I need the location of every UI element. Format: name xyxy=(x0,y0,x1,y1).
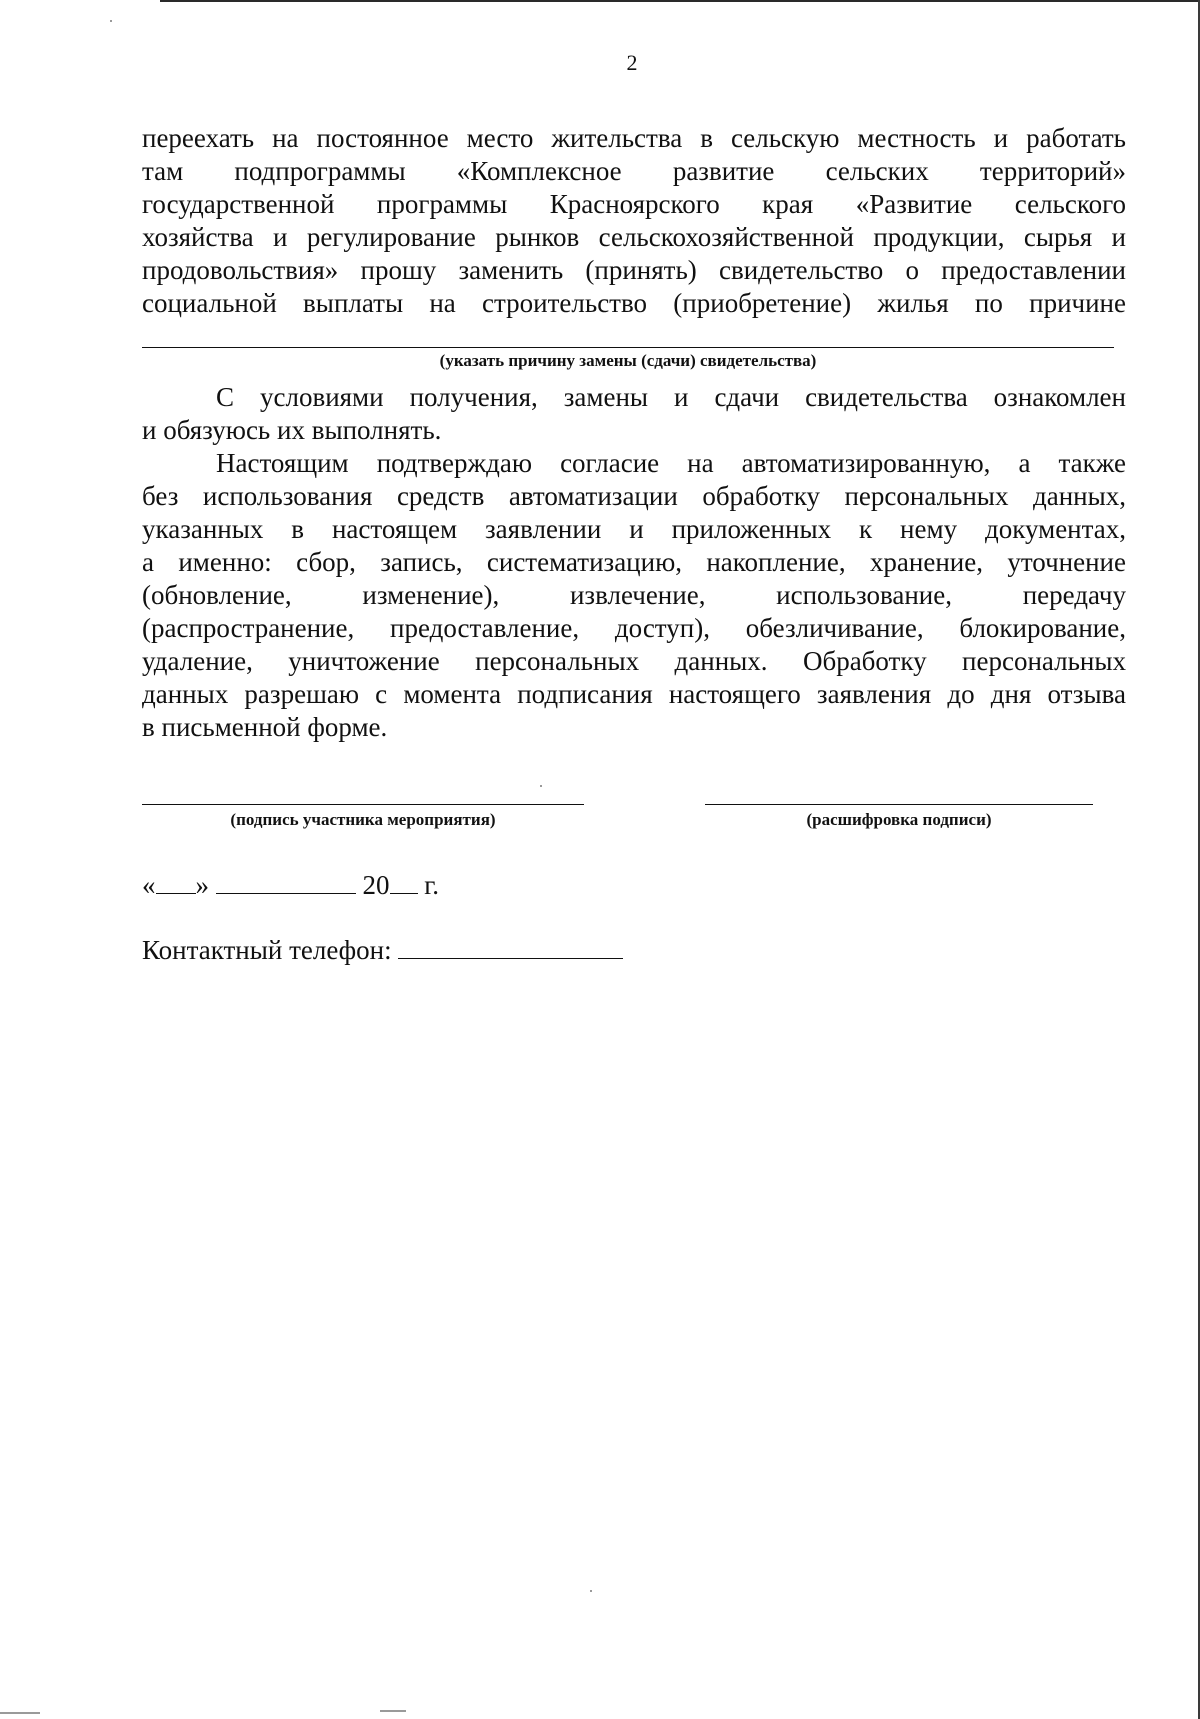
text-line: государственной программы Красноярского края «Развитие сельского xyxy=(142,189,1126,219)
date-year-prefix: 20 xyxy=(362,870,390,900)
contact-phone-label: Контактный телефон: xyxy=(142,935,392,965)
paragraph-conditions xyxy=(142,381,1126,447)
paragraph-application-text xyxy=(142,122,1126,320)
reason-fill-line[interactable] xyxy=(142,347,1114,348)
text-line: С условиями получения, замены и сдачи свидетельства ознакомлен xyxy=(216,382,1126,412)
text-line: удаление, уничтожение персональных данных. Обработку персональных xyxy=(142,646,1126,676)
date-month-blank[interactable] xyxy=(216,871,356,894)
date-close-quote: » xyxy=(195,870,209,900)
signature-decoding-caption: (расшифровка подписи) xyxy=(806,810,992,829)
scan-speck xyxy=(590,1590,592,1592)
text-line: указанных в настоящем заявлении и приложенных к нему документах, xyxy=(142,514,1126,544)
text-line: переехать на постоянное место жительства в сельскую местность и работать xyxy=(142,123,1126,153)
scan-speck xyxy=(110,20,112,22)
paragraph-personal-data-consent xyxy=(142,447,1126,744)
page-number: 2 xyxy=(626,50,638,75)
text-line: без использования средств автоматизации обработку персональных данных, xyxy=(142,481,1126,511)
reason-caption: (указать причину замены (сдачи) свидетельства) xyxy=(439,351,817,370)
text-line: продовольствия» прошу заменить (принять) свидетельство о предоставлении xyxy=(142,255,1126,285)
text-line: социальной выплаты на строительство (приобретение) жилья по причине xyxy=(142,288,1126,318)
scan-speck xyxy=(540,785,542,787)
scan-edge-top xyxy=(160,0,1200,2)
scan-speck xyxy=(0,1712,40,1714)
date-day-blank[interactable] xyxy=(156,871,196,894)
date-year-suffix: г. xyxy=(424,870,440,900)
date-field xyxy=(142,870,439,901)
date-open-quote: « xyxy=(142,870,156,900)
text-line: в письменной форме. xyxy=(142,712,388,742)
text-line: данных разрешаю с момента подписания настоящего заявления до дня отзыва xyxy=(142,679,1126,709)
contact-phone-blank[interactable] xyxy=(398,936,623,959)
text-line: и обязуюсь их выполнять. xyxy=(142,415,442,445)
text-line: хозяйства и регулирование рынков сельскохозяйственной продукции, сырья и xyxy=(142,222,1126,252)
signature-fill-line[interactable] xyxy=(142,804,584,805)
text-line: Настоящим подтверждаю согласие на автоматизированную, а также xyxy=(216,448,1126,478)
signature-decoding-fill-line[interactable] xyxy=(705,804,1093,805)
text-line: там подпрограммы «Комплексное развитие сельских территорий» xyxy=(142,156,1126,186)
signature-caption: (подпись участника мероприятия) xyxy=(230,810,496,829)
text-line: (распространение, предоставление, доступ), обезличивание, блокирование, xyxy=(142,613,1126,643)
text-line: а именно: сбор, запись, систематизацию, накопление, хранение, уточнение xyxy=(142,547,1126,577)
text-line: (обновление, изменение), извлечение, использование, передачу xyxy=(142,580,1126,610)
date-year-blank[interactable] xyxy=(390,871,418,894)
scan-speck xyxy=(380,1710,406,1712)
contact-phone-field xyxy=(142,935,623,966)
